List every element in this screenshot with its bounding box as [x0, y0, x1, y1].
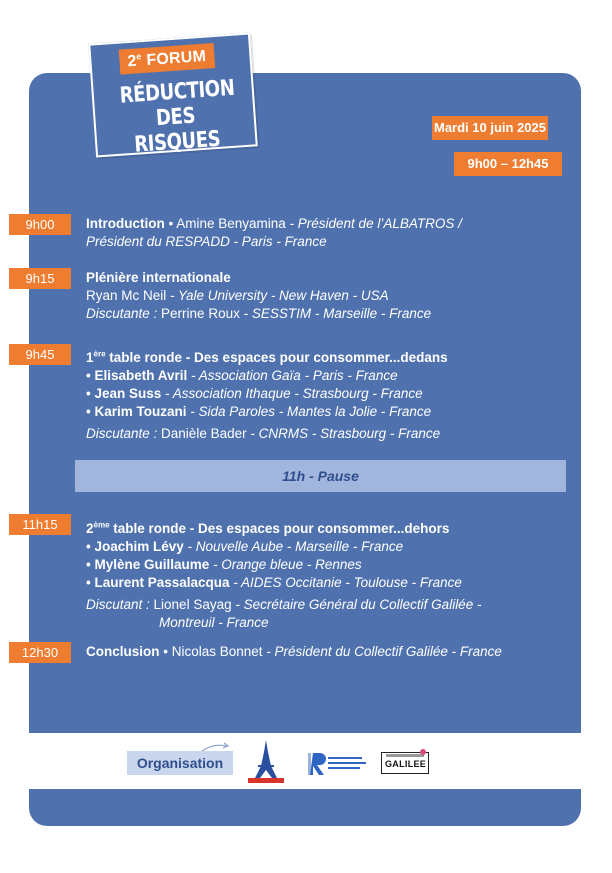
time-badge-9h00: 9h00 — [9, 214, 71, 235]
time-badge-12h30: 12h30 — [9, 642, 71, 663]
logo-band — [29, 733, 581, 789]
session-conclusion: Conclusion • Nicolas Bonnet - Président du Collectif Galilée - France — [86, 644, 502, 659]
forum-title-card — [88, 32, 258, 157]
organisation-label: Organisation — [127, 751, 233, 775]
session-table-ronde-1: 1ère table ronde - Des espaces pour consommer...dedans • Elisabeth Avril - Association Gaïa - Paris - France • Jean Suss - Association Ithaque - Strasbourg - France • Karim Touzani - Sida Paroles - Mantes la Jolie - France Discutante : Danièle Bader - CNRMS - Strasbourg - France — [86, 349, 448, 441]
session-table-ronde-2: 2ème table ronde - Des espaces pour consommer...dehors • Joachim Lévy - Nouvelle Aube - Marseille - France • Mylène Guillaume - Orange bleue - Rennes • Laurent Passalacqua - AIDES Occitanie - Toulouse - France Discutant : Lionel Sayag - Secrétaire Général du Collectif Galilée - Montreuil - France — [86, 520, 482, 630]
eiffel-tower-logo — [244, 738, 288, 784]
forum-title: RÉDUCTION DES RISQUES — [118, 75, 236, 158]
session-introduction: Introduction • Amine Benyamina - Président de l’ALBATROS / Président du RESPADD - Paris - France — [86, 216, 462, 249]
time-badge-9h15: 9h15 — [9, 268, 71, 289]
time-badge-11h15: 11h15 — [9, 514, 71, 535]
pause-bar: 11h - Pause — [75, 460, 566, 492]
galilee-logo: GALILEE — [381, 752, 429, 774]
session-pleniere: Plénière internationale Ryan Mc Neil - Yale University - New Haven - USA Discutante : Perrine Roux - SESSTIM - Marseille - France — [86, 270, 432, 321]
forum-tag: 2e FORUM — [119, 43, 215, 75]
respadd-logo — [308, 751, 368, 777]
hours-badge: 9h00 – 12h45 — [454, 152, 562, 176]
time-badge-9h45: 9h45 — [9, 344, 71, 365]
date-badge: Mardi 10 juin 2025 — [432, 116, 548, 140]
program-panel — [29, 73, 581, 826]
